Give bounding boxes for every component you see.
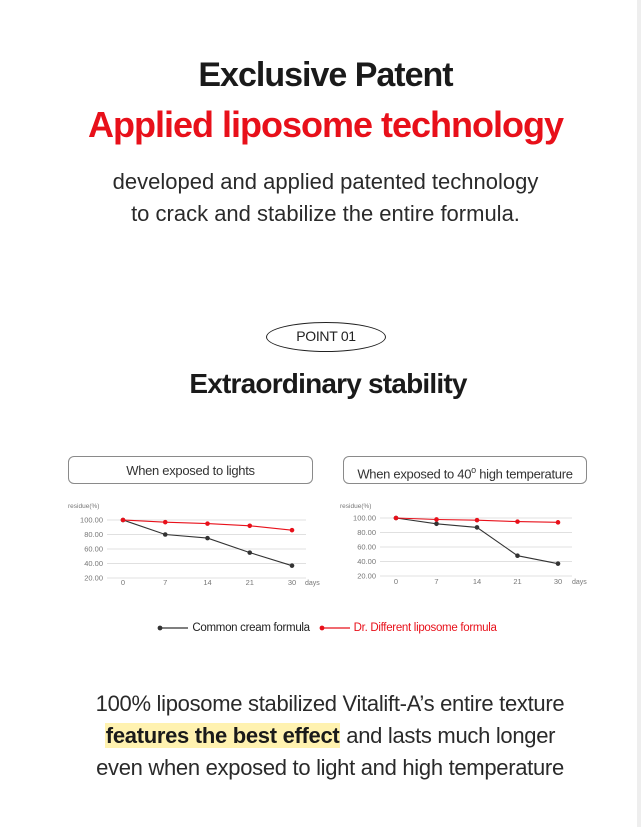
chart-lights bbox=[64, 498, 326, 594]
y-axis-label: residue(%) bbox=[340, 503, 372, 510]
y-tick-label: 80.00 bbox=[357, 528, 376, 537]
x-axis-label: days bbox=[572, 579, 587, 586]
chart-title-temp-suffix: high temperature bbox=[475, 466, 573, 482]
y-tick-label: 80.00 bbox=[84, 530, 103, 539]
y-axis-label: residue(%) bbox=[68, 503, 100, 510]
data-point bbox=[434, 517, 439, 522]
y-tick-label: 20.00 bbox=[84, 573, 103, 583]
data-point bbox=[556, 561, 561, 566]
data-point bbox=[205, 521, 210, 526]
description-line-2 bbox=[0, 720, 641, 752]
data-point bbox=[290, 563, 295, 568]
subtitle bbox=[0, 166, 641, 230]
x-axis-label: days bbox=[305, 580, 320, 587]
data-point bbox=[475, 518, 480, 523]
description-line-1: 100% liposome stabilized Vitalift-A’s entire texture bbox=[95, 691, 565, 716]
data-point bbox=[475, 525, 480, 530]
legend-item-liposome bbox=[319, 622, 497, 634]
y-tick-label: 40.00 bbox=[84, 559, 103, 568]
y-tick-label: 60.00 bbox=[357, 542, 376, 552]
page-edge-divider bbox=[637, 0, 641, 827]
x-tick-label: 0 bbox=[393, 577, 399, 586]
x-tick-label: 7 bbox=[434, 577, 439, 586]
data-point bbox=[290, 528, 295, 533]
degree-mark: o bbox=[471, 465, 476, 475]
chart-title-temperature bbox=[343, 456, 587, 484]
y-tick-label: 20.00 bbox=[357, 571, 376, 581]
x-tick-label: 21 bbox=[513, 577, 522, 586]
chart-temperature bbox=[336, 498, 598, 594]
title-liposome-technology: Applied liposome technology bbox=[87, 104, 564, 145]
data-point bbox=[434, 522, 439, 527]
point-badge: POINT 01 bbox=[266, 322, 386, 352]
data-point bbox=[163, 520, 168, 525]
section-heading: Extraordinary stability bbox=[189, 368, 467, 399]
chart-legend bbox=[0, 622, 641, 635]
subtitle-line-2: to crack and stabilize the entire formula. bbox=[131, 201, 520, 226]
x-tick-label: 30 bbox=[553, 577, 563, 586]
description-line-3: even when exposed to light and high temperature bbox=[96, 755, 564, 780]
data-point bbox=[121, 518, 126, 523]
subtitle-line-1: developed and applied patented technology bbox=[112, 169, 539, 194]
chart-title-temp-prefix: When exposed to 40 bbox=[357, 466, 472, 482]
chart-title-lights-text: When exposed to lights bbox=[126, 463, 255, 478]
legend-item-common bbox=[157, 622, 309, 634]
x-tick-label: 14 bbox=[472, 577, 482, 586]
highlight-best-effect: features the best effect bbox=[105, 723, 340, 748]
data-point bbox=[556, 520, 561, 525]
x-tick-label: 0 bbox=[120, 578, 126, 587]
series-line-0 bbox=[396, 518, 558, 564]
data-point bbox=[247, 550, 252, 555]
legend-label-common: Common cream formula bbox=[192, 622, 310, 634]
data-point bbox=[394, 516, 399, 521]
data-point bbox=[163, 532, 168, 537]
description bbox=[0, 688, 641, 784]
legend-line-red-icon bbox=[319, 624, 351, 632]
legend-line-dark-icon bbox=[157, 624, 189, 632]
y-tick-label: 60.00 bbox=[84, 544, 103, 554]
x-tick-label: 14 bbox=[203, 578, 212, 587]
series-line-0 bbox=[123, 520, 292, 566]
x-tick-label: 30 bbox=[287, 578, 297, 587]
y-tick-label: 100.00 bbox=[80, 515, 103, 525]
data-point bbox=[515, 553, 520, 558]
data-point bbox=[247, 524, 252, 529]
y-tick-label: 40.00 bbox=[357, 557, 376, 566]
legend-label-liposome: Dr. Different liposome formula bbox=[353, 622, 497, 634]
data-point bbox=[515, 519, 520, 524]
description-line-2-rest: and lasts much longer bbox=[340, 723, 556, 748]
title-exclusive-patent: Exclusive Patent bbox=[198, 56, 453, 94]
x-tick-label: 21 bbox=[245, 578, 254, 587]
data-point bbox=[205, 536, 210, 541]
chart-title-lights bbox=[68, 456, 313, 484]
y-tick-label: 100.00 bbox=[353, 513, 376, 523]
x-tick-label: 7 bbox=[163, 578, 168, 587]
